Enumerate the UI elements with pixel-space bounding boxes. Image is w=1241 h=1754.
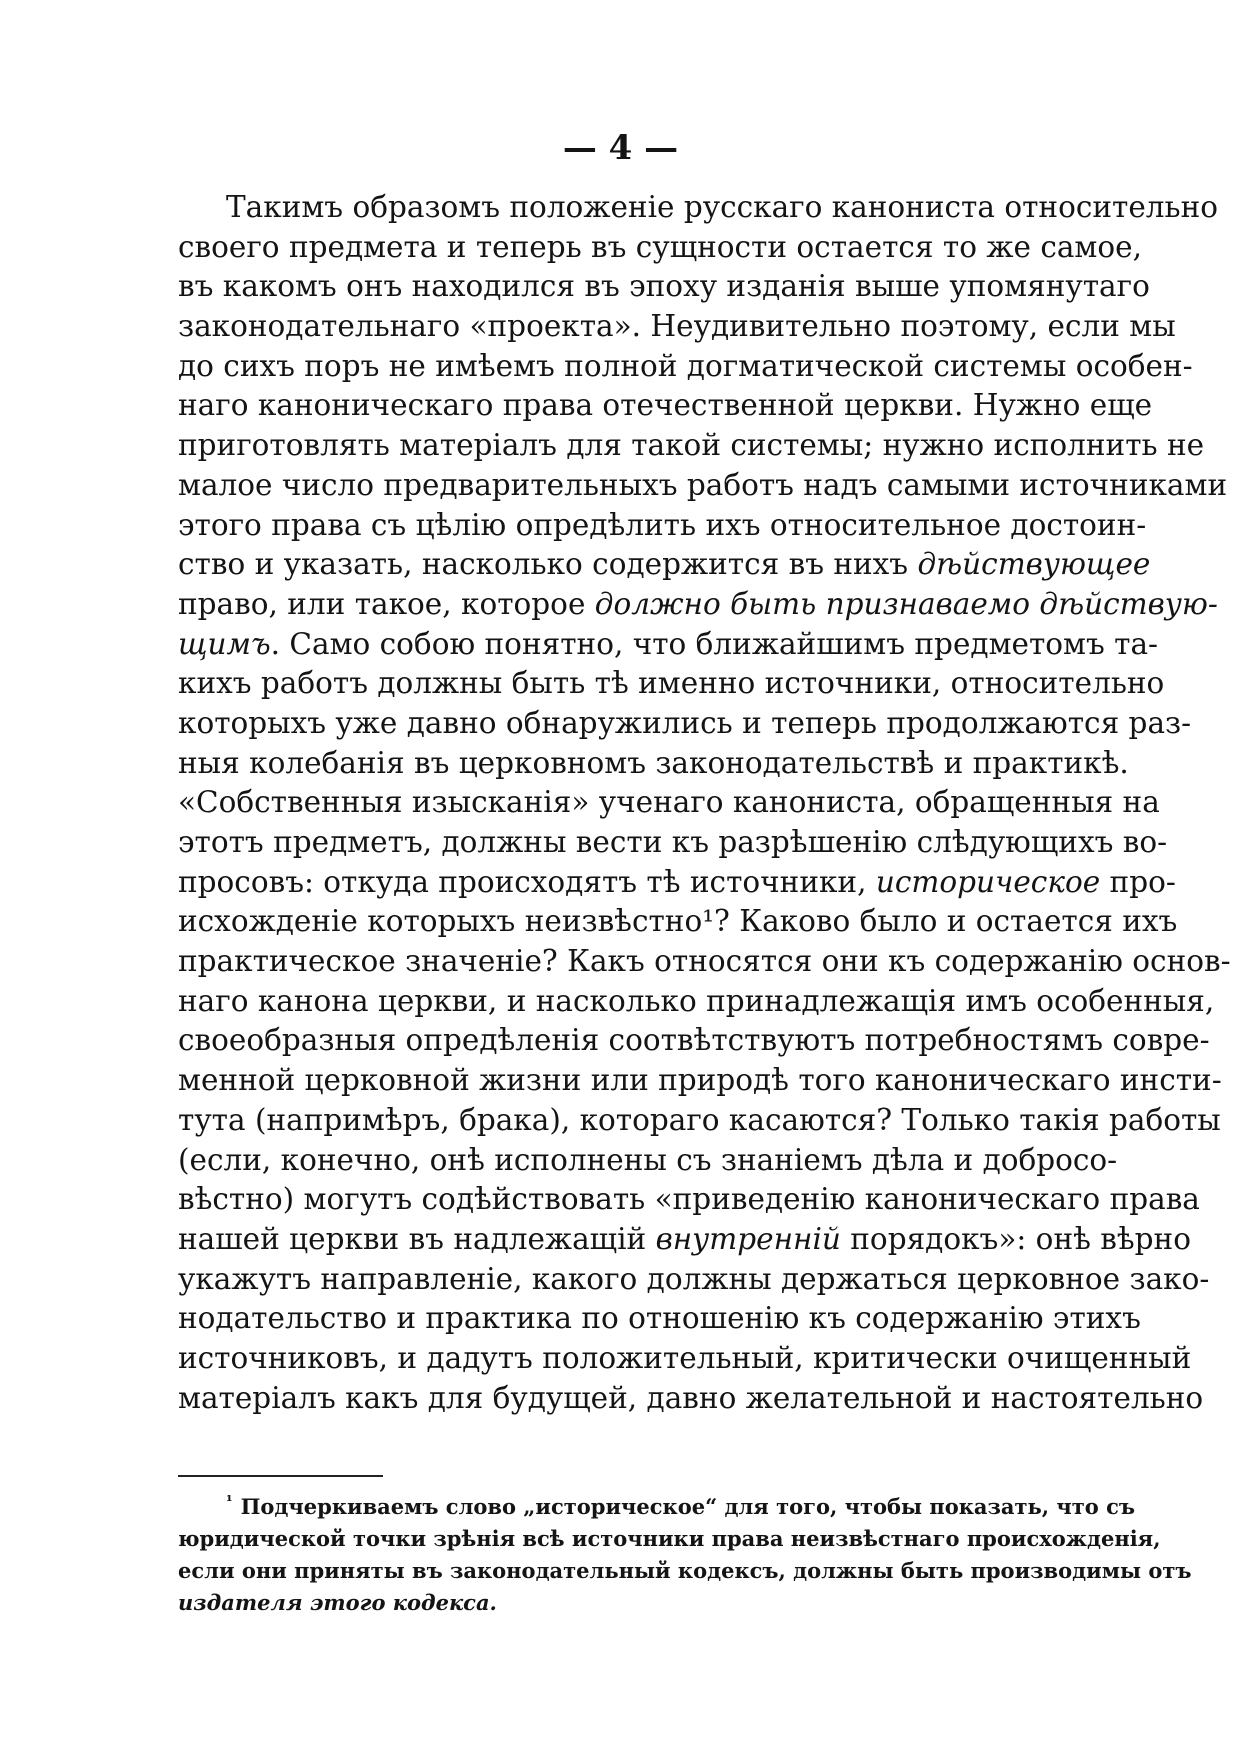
text-segment: малое число предварительныхъ работъ надъ самыми источниками: [178, 467, 1228, 502]
text-line: [178, 704, 1192, 744]
text-segment: исхожденiе которыхъ неизвѣстно¹? Каково было и остается ихъ: [178, 904, 1178, 939]
text-segment: право, или такое, которое: [178, 586, 595, 621]
italic-text: внутреннiй: [655, 1221, 841, 1256]
text-line: [178, 1061, 1222, 1101]
text-line: [178, 228, 1142, 268]
text-line: [178, 1021, 1210, 1061]
footnote-marker: ¹: [226, 1492, 233, 1510]
footnote-line: [178, 1523, 1161, 1555]
text-segment: источниковъ, и дадутъ положительный, критически очищенный: [178, 1340, 1192, 1375]
text-line: [178, 1220, 1191, 1260]
text-line: [178, 625, 1159, 665]
text-line: [178, 1101, 1221, 1141]
text-segment: до сихъ поръ не имѣемъ полной догматической системы особен-: [178, 348, 1193, 383]
text-segment: ныя колебанiя въ церковномъ законодательствѣ и практикѣ.: [178, 745, 1129, 780]
text-segment: (если, конечно, онѣ исполнены съ знанiемъ дѣла и добросо-: [178, 1142, 1118, 1177]
text-line: [178, 1339, 1192, 1379]
text-segment: своего предмета и теперь въ сущности остается то же самое,: [178, 229, 1142, 264]
text-segment: своеобразныя опредѣленiя соотвѣтствуютъ потребностямъ совре-: [178, 1023, 1210, 1058]
text-line: [178, 545, 1151, 585]
text-segment: порядокъ»: онѣ вѣрно: [840, 1221, 1191, 1256]
text-segment: про-: [1100, 864, 1176, 899]
footnote-text: Подчеркиваемъ слово „историческое“ для того, чтобы показать, что съ: [240, 1494, 1136, 1519]
italic-text: историческое: [875, 864, 1101, 899]
footnote-line: [178, 1587, 1078, 1619]
text-segment: вѣстно) могутъ содѣйствовать «приведенiю каноническаго права: [178, 1182, 1200, 1217]
text-segment: наго канона церкви, и насколько принадлежащiя имъ особенныя,: [178, 983, 1215, 1018]
italic-text: щимъ: [178, 626, 271, 661]
text-line: [178, 863, 1176, 903]
text-segment: которыхъ уже давно обнаружились и теперь продолжаются раз-: [178, 705, 1192, 740]
text-line: [178, 1180, 1200, 1220]
text-line: [178, 188, 1219, 228]
text-segment: просовъ: откуда происходятъ тѣ источники,: [178, 864, 876, 899]
text-line: [178, 902, 1178, 942]
text-segment: наго каноническаго права отечественной церкви. Нужно еще: [178, 388, 1153, 423]
text-segment: менной церковной жизни или природѣ того каноническаго инсти-: [178, 1063, 1222, 1098]
text-line: [178, 664, 1165, 704]
footnote-text: юридической точки зрѣнiя всѣ источники права неизвѣстнаго происхожденiя,: [178, 1526, 1161, 1551]
italic-text: дѣйствующее: [917, 547, 1151, 582]
text-segment: укажутъ направленiе, какого должны держаться церковное зако-: [178, 1261, 1210, 1296]
text-line: [178, 1299, 1141, 1339]
text-line: [178, 1260, 1210, 1300]
text-line: [178, 783, 1160, 823]
footnote-text: издателя этого кодекса.: [178, 1590, 497, 1615]
italic-text: должно быть признаваемо дѣйствую-: [594, 586, 1218, 621]
text-segment: матерiалъ какъ для будущей, давно желательной и настоятельно: [178, 1380, 1204, 1415]
text-segment: нашей церкви въ надлежащiй: [178, 1221, 656, 1256]
text-segment: ство и указать, насколько содержится въ нихъ: [178, 547, 918, 582]
text-segment: «Собственныя изысканiя» ученаго канониста, обращенныя на: [178, 785, 1160, 820]
text-line: [178, 982, 1215, 1022]
footnote: [178, 1491, 1192, 1619]
text-segment: приготовлять матерiалъ для такой системы; нужно исполнить не: [178, 428, 1205, 463]
text-line: [178, 1379, 1204, 1419]
text-segment: тута (напримѣръ, брака), котораго касаются? Только такiя работы: [178, 1102, 1221, 1137]
body-text: [178, 188, 1231, 1418]
text-segment: практическое значенiе? Какъ относятся они къ содержанiю основ-: [178, 944, 1231, 979]
text-line: [178, 823, 1168, 863]
text-line: [178, 942, 1231, 982]
text-line: [178, 267, 1150, 307]
page-number: — 4 —: [562, 128, 679, 168]
footnote-line: [178, 1555, 1192, 1587]
text-segment: этотъ предметъ, должны вести къ разрѣшенiю слѣдующихъ во-: [178, 825, 1168, 859]
text-line: [178, 426, 1205, 466]
text-line: [178, 744, 1129, 784]
text-line: [178, 585, 1218, 625]
text-line: [178, 466, 1228, 506]
footnote-text: если они приняты въ законодательный кодексъ, должны быть производимы отъ: [178, 1558, 1192, 1583]
text-segment: кихъ работъ должны быть тѣ именно источники, относительно: [178, 666, 1165, 701]
text-segment: этого права съ цѣлiю опредѣлить ихъ относительное достоин-: [178, 507, 1147, 542]
text-segment: законодательнаго «проекта». Неудивительно поэтому, если мы: [178, 309, 1176, 344]
text-line: [178, 347, 1193, 387]
text-segment: нодательство и практика по отношенiю къ содержанiю этихъ: [178, 1301, 1141, 1336]
text-line: [178, 386, 1153, 426]
text-segment: . Само собою понятно, что ближайшимъ предметомъ та-: [270, 626, 1159, 661]
text-line: [178, 307, 1176, 347]
text-segment: въ какомъ онъ находился въ эпоху изданiя выше упомянутаго: [178, 269, 1150, 304]
text-segment: Такимъ образомъ положенiе русскаго канониста относительно: [226, 190, 1219, 224]
footnote-line: [178, 1491, 1136, 1523]
text-line: [178, 506, 1147, 546]
text-line: [178, 1141, 1118, 1181]
footnote-divider: [178, 1475, 383, 1477]
